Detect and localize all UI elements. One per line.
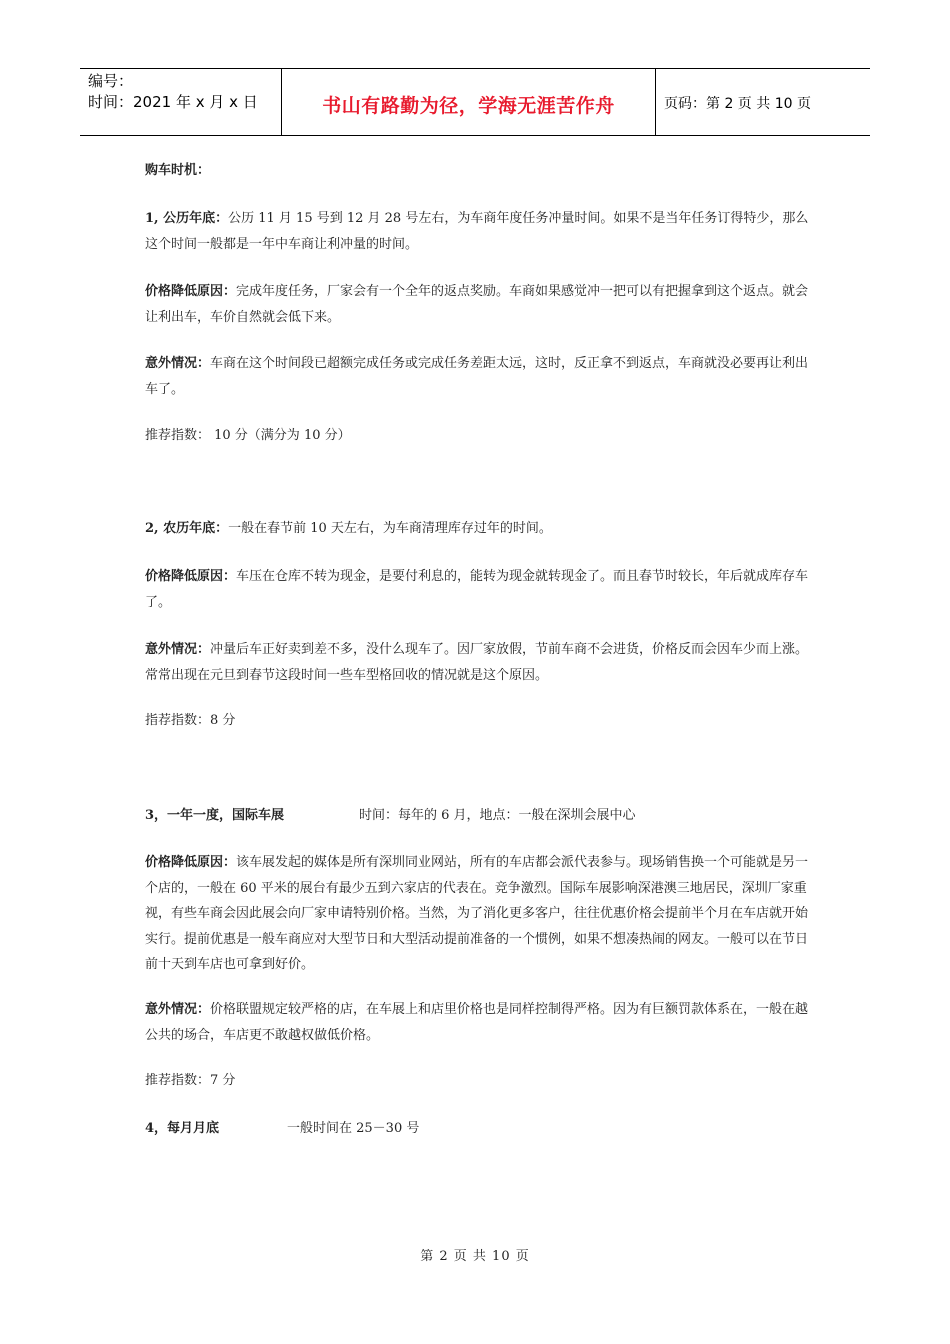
header-time-label: 时间：2021 年 x 月 x 日 (88, 93, 258, 111)
header-motto: 书山有路勤为径，学海无涯苦作舟 (282, 69, 656, 135)
s3-exception-text: 价格联盟规定较严格的店，在车展上和店里价格也是同样控制得严格。因为有巨额罚款体系在，一般在越公共的场合，车店更不敢越权做低价格。 (145, 1002, 809, 1043)
s3-heading: 3，一年一度，国际车展 (145, 808, 285, 823)
s1-reason-text: 完成年度任务，厂家会有一个全年的返点奖励。车商如果感觉冲一把可以有把握拿到这个返点。就会让利出车，车价自然就会低下来。 (145, 284, 809, 325)
section-title: 购车时机： (145, 163, 211, 178)
s3-reason-label: 价格降低原因： (145, 855, 237, 870)
s1-reason-paragraph (145, 279, 817, 330)
page-footer: 第 2 页 共 10 页 (420, 1249, 530, 1264)
s4-time-text: 一般时间在 25－30 号 (287, 1121, 420, 1136)
s2-rating: 指荐指数：8 分 (145, 713, 236, 728)
header-number-label: 编号： (88, 72, 134, 90)
s3-exception-paragraph (145, 997, 817, 1048)
s1-exception-text: 车商在这个时间段已超额完成任务或完成任务差距太远，这时，反正拿不到返点，车商就没必要再让利出车了。 (145, 356, 809, 397)
header-meta (80, 69, 282, 135)
s2-reason-label: 价格降低原因： (145, 569, 237, 584)
s1-reason-label: 价格降低原因： (145, 284, 237, 299)
s3-rating: 推荐指数：7 分 (145, 1073, 236, 1088)
s3-reason-paragraph (145, 850, 817, 978)
s1-exception-label: 意外情况： (145, 356, 211, 371)
s1-rating: 推荐指数： 10 分（满分为 10 分） (145, 428, 351, 443)
s1-exception-paragraph (145, 351, 817, 402)
s1-heading: 1, 公历年底： (145, 211, 229, 226)
s2-reason-text: 车压在仓库不转为现金，是要付利息的，能转为现金就转现金了。而且春节时较长，年后就成库存车了。 (145, 569, 809, 610)
s2-text: 一般在春节前 10 天左右，为车商清理库存过年的时间。 (228, 521, 552, 536)
s2-heading: 2, 农历年底： (145, 521, 229, 536)
s1-text: 公历 11 月 15 号到 12 月 28 号左右，为车商年度任务冲量时间。如果不是当年任务订得特少，那么这个时间一般都是一年中车商让利冲量的时间。 (145, 211, 809, 252)
s1-paragraph (145, 206, 817, 257)
header-page-info: 页码：第 2 页 共 10 页 (664, 96, 811, 112)
s2-reason-paragraph (145, 564, 817, 615)
s3-exception-label: 意外情况： (145, 1002, 211, 1017)
s4-heading-line (145, 1116, 817, 1142)
s3-reason-text: 该车展发起的媒体是所有深圳同业网站，所有的车店都会派代表参与。现场销售换一个可能就是另一个店的，一般在 60 平米的展台有最少五到六家店的代表在。竞争激烈。国际车展影响深港澳三地居民，深圳厂家重视，有些车商会因此展会向厂家申请特别价格。当然，为了消化更多客户，往往优惠价格会提前半个月在车店就开始实行。提前优惠是一般车商应对大型节日和大型活动提前准备的一个惯例，如果不想凑热闹的网友。一般可以在节日前十天到车店也可拿到好价。 (145, 855, 809, 972)
s4-heading: 4，每月月底 (145, 1121, 220, 1136)
s3-heading-line (145, 803, 817, 829)
s2-exception-paragraph (145, 637, 817, 688)
s2-exception-text: 冲量后车正好卖到差不多，没什么现车了。因厂家放假，节前车商不会进货，价格反而会因车少而上涨。常常出现在元旦到春节这段时间一些车型格回收的情况就是这个原因。 (145, 642, 809, 683)
s2-paragraph (145, 516, 817, 542)
s3-time-text: 时间：每年的 6 月，地点：一般在深圳会展中心 (359, 808, 636, 823)
document-header (80, 68, 870, 136)
s2-exception-label: 意外情况： (145, 642, 211, 657)
